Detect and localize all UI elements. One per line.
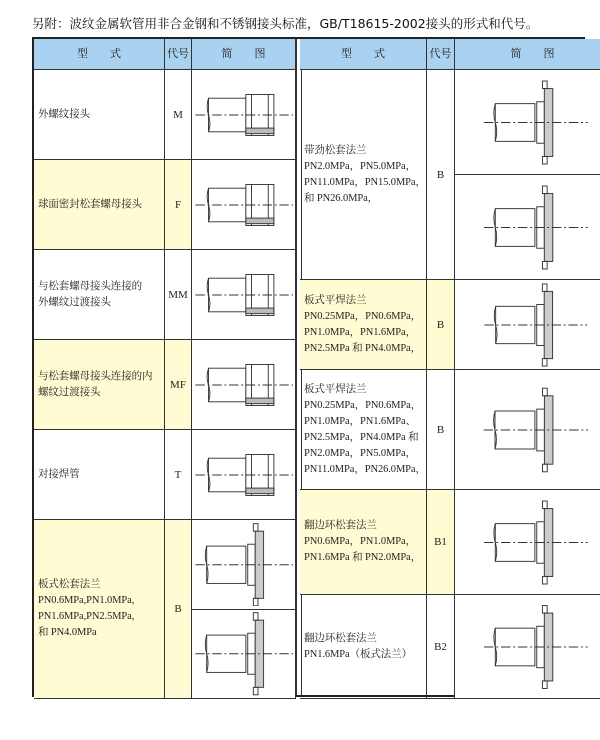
- left_rows-header-code: 代号: [165, 39, 192, 70]
- diagram-cell: [455, 595, 600, 699]
- type-line: 板式平焊法兰: [304, 294, 367, 306]
- type-line: 带劲松套法兰: [304, 144, 367, 156]
- type-line: PN1.0MPa，PN1.6MPa，: [304, 326, 416, 338]
- diagram-cell: [192, 430, 296, 520]
- type-line: PN0.6MPa,PN1.0MPa,: [38, 595, 135, 606]
- right_rows-header-code: 代号: [427, 39, 455, 70]
- table-row-code: MM: [165, 250, 192, 340]
- table-row-type: [34, 160, 165, 250]
- table-row-type: [34, 250, 165, 340]
- male-adapter-drawing: [195, 253, 293, 337]
- table-row-code: B1: [427, 490, 455, 595]
- type-line: 翻边环松套法兰: [304, 632, 377, 644]
- diagram-cell: [192, 70, 296, 160]
- fitting-table: [32, 37, 585, 697]
- diagram-cell: [455, 70, 600, 175]
- diagram-cell: [455, 175, 600, 280]
- diagram-cell: [192, 160, 296, 250]
- neck-flange-ring-drawing: [458, 178, 600, 277]
- type-line: 和 PN4.0MPa: [38, 627, 97, 638]
- diagram-cell: [455, 490, 600, 595]
- lap-joint-plate-flange-drawing: [458, 598, 600, 696]
- type-line: 球面密封松套螺母接头: [38, 198, 142, 210]
- lap-joint-flange-drawing: [458, 493, 600, 592]
- diagram-cell: [192, 250, 296, 340]
- left_rows-header-diagram: 简 图: [192, 39, 296, 70]
- table-row-type: [34, 340, 165, 430]
- table-row-code: B: [427, 280, 455, 370]
- slip-on-flange-drawing: [458, 283, 600, 367]
- loose-flange-drawing: [195, 523, 293, 607]
- neck-flange-drawing: [458, 73, 600, 172]
- table-row-code: M: [165, 70, 192, 160]
- left_rows-header-type: 型 式: [34, 39, 165, 70]
- type-line: 与松套螺母接头连接的: [38, 280, 142, 292]
- type-line: 板式平焊法兰: [304, 383, 367, 395]
- diagram-cell: [192, 610, 296, 700]
- type-line: 和 PN26.0MPa，: [304, 192, 379, 204]
- diagram-cell: [192, 520, 296, 610]
- table-row-code: B: [165, 520, 192, 699]
- type-line: 板式松套法兰: [38, 579, 101, 590]
- table-row-code: MF: [165, 340, 192, 430]
- type-line: PN1.6MPa（板式法兰）: [304, 648, 412, 660]
- type-line: PN1.0MPa，PN1.6MPa、: [304, 415, 416, 427]
- type-line: 螺纹过渡接头: [38, 386, 101, 398]
- type-line: PN0.25MPa，PN0.6MPa，: [304, 310, 422, 322]
- table-row-type: [34, 70, 165, 160]
- table-row-code: B2: [427, 595, 455, 699]
- table-row-type: [34, 430, 165, 520]
- male-thread-fitting-drawing: [195, 73, 293, 157]
- right_rows-header-type: 型 式: [300, 39, 427, 70]
- type-line: PN2.0MPa，PN5.0MPa，: [304, 447, 416, 459]
- table-row-type: [300, 70, 427, 280]
- slip-on-flange-ring-drawing: [458, 373, 600, 487]
- diagram-cell: [455, 370, 600, 490]
- female-adapter-drawing: [195, 343, 293, 427]
- type-line: PN2.0MPa，PN5.0MPa，: [304, 160, 416, 172]
- type-line: 翻边环松套法兰: [304, 520, 377, 531]
- table-row-code: T: [165, 430, 192, 520]
- type-line: 对接焊管: [38, 468, 80, 480]
- type-line: 与松套螺母接头连接的内: [38, 370, 153, 382]
- table-row-type: [300, 595, 427, 699]
- table-row-type: [34, 520, 165, 699]
- type-line: 外螺纹过渡接头: [38, 296, 111, 308]
- swivel-nut-fitting-drawing: [195, 163, 293, 247]
- type-line: PN2.5MPa，PN4.0MPa 和: [304, 431, 419, 443]
- page-title: 另附：波纹金属软管用非合金钢和不锈钢接头标准，GB/T18615-2002接头的形式和代号。: [32, 16, 539, 31]
- table-row-type: [300, 370, 427, 490]
- type-line: PN1.6MPa 和 PN2.0MPa，: [304, 552, 422, 563]
- diagram-cell: [192, 340, 296, 430]
- table-row-type: [300, 490, 427, 595]
- type-line: PN1.6MPa,PN2.5MPa,: [38, 611, 135, 622]
- table-row-code: F: [165, 160, 192, 250]
- type-line: PN0.25MPa，PN0.6MPa，: [304, 399, 422, 411]
- table-row-type: [300, 280, 427, 370]
- type-line: PN11.0MPa，PN15.0MPa，: [304, 176, 426, 188]
- type-line: 外螺纹接头: [38, 108, 90, 120]
- table-row-code: B: [427, 70, 455, 280]
- type-line: PN0.6MPa，PN1.0MPa，: [304, 536, 416, 547]
- type-line: PN2.5MPa 和 PN4.0MPa，: [304, 342, 422, 354]
- table-row-code: B: [427, 370, 455, 490]
- type-line: PN11.0MPa，PN26.0MPa，: [304, 463, 426, 475]
- diagram-cell: [455, 280, 600, 370]
- loose-flange-ring-drawing: [195, 612, 293, 696]
- right_rows-header-diagram: 简 图: [455, 39, 600, 70]
- butt-weld-pipe-drawing: [195, 433, 293, 517]
